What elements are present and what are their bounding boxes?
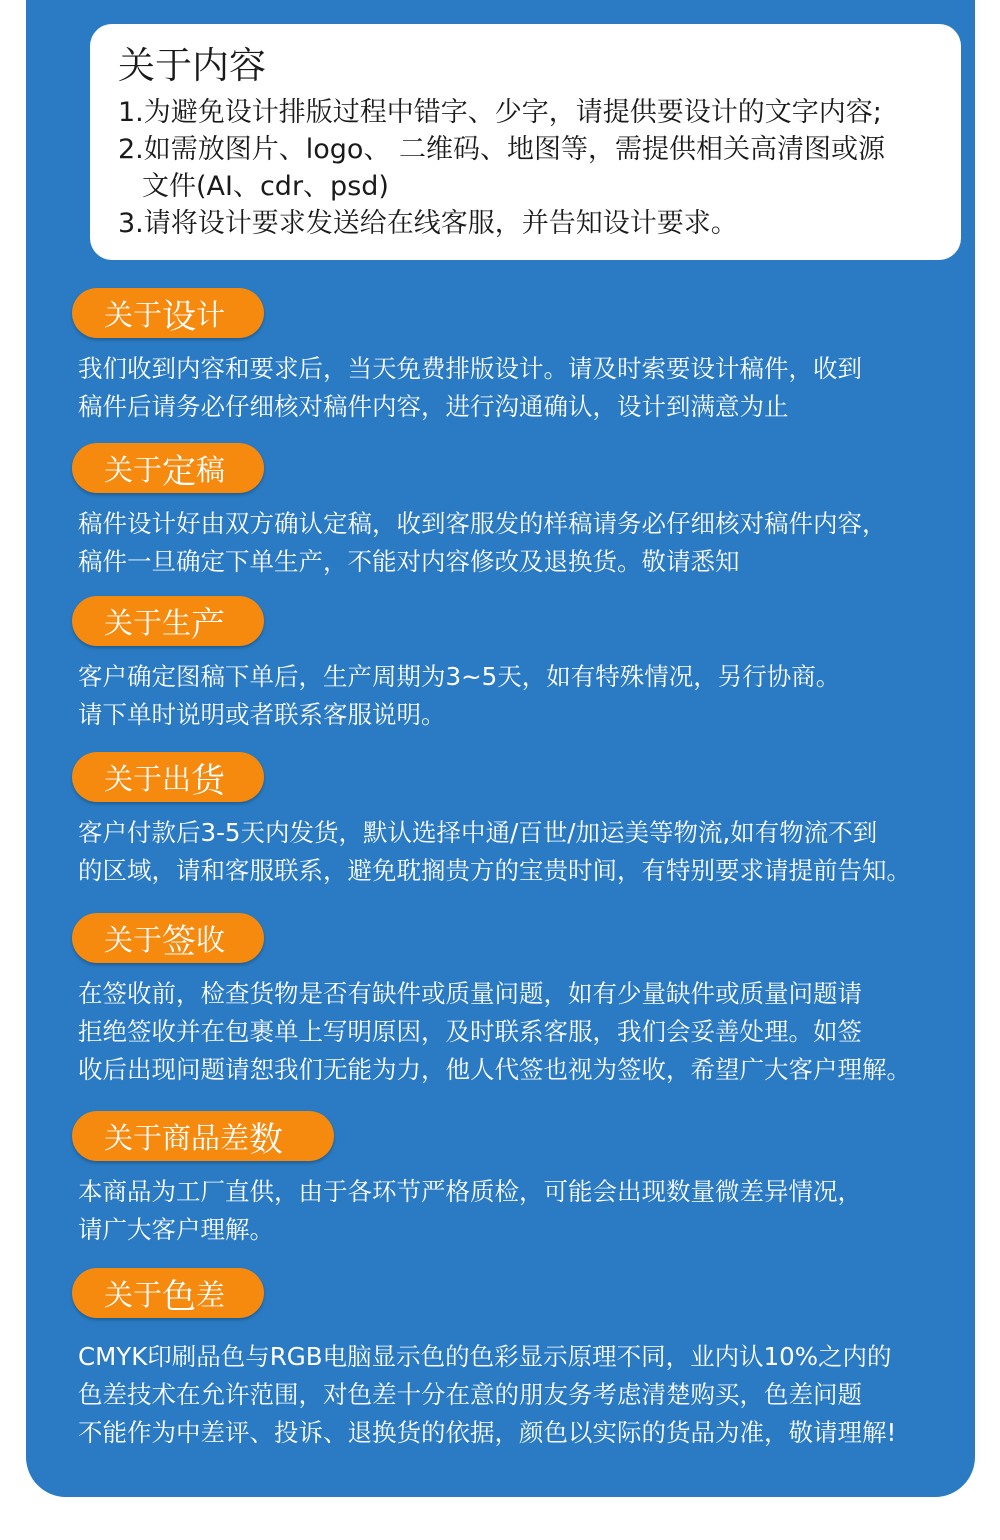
content-line-3: 文件(AI、cdr、psd) <box>142 171 389 202</box>
content-line-2: 2.如需放图片、logo、 二维码、地图等，需提供相关高清图或源 <box>118 134 886 165</box>
section-body-production <box>78 658 840 734</box>
tag-emphasis: 色 <box>162 1276 197 1317</box>
tag-prefix: 关于商品差 <box>104 1120 250 1155</box>
section-body-shipping <box>78 814 911 890</box>
section-body-quantity-difference <box>78 1173 862 1249</box>
body-line: 我们收到内容和要求后，当天免费排版设计。请及时索要设计稿件，收到 <box>78 354 862 383</box>
body-line: CMYK印刷品色与RGB电脑显示色的色彩显示原理不同，业内认10%之内的 <box>78 1342 892 1371</box>
tag-emphasis: 定 <box>162 451 197 492</box>
tag-suffix: 计 <box>196 297 226 332</box>
tag-emphasis: 产 <box>191 604 226 645</box>
body-line: 客户确定图稿下单后，生产周期为3~5天，如有特殊情况，另行协商。 <box>78 662 841 691</box>
body-line: 稿件一旦确定下单生产，不能对内容修改及退换货。敬请悉知 <box>78 547 740 576</box>
tag-emphasis: 数 <box>249 1119 284 1160</box>
body-line: 的区域，请和客服联系，避免耽搁贵方的宝贵时间，有特别要求请提前告知。 <box>78 856 911 885</box>
section-tag-quantity-difference <box>72 1111 334 1161</box>
section-tag-final-draft <box>72 443 264 493</box>
section-tag-production <box>72 596 264 646</box>
body-line: 在签收前，检查货物是否有缺件或质量问题，如有少量缺件或质量问题请 <box>78 979 862 1008</box>
tag-prefix: 关于 <box>104 1277 163 1312</box>
body-line: 稿件后请务必仔细核对稿件内容，进行沟通确认，设计到满意为止 <box>78 392 789 421</box>
body-line: 请下单时说明或者联系客服说明。 <box>78 700 446 729</box>
tag-prefix: 关于出 <box>104 761 192 796</box>
body-line: 客户付款后3-5天内发货，默认选择中通/百世/加运美等物流,如有物流不到 <box>78 818 878 847</box>
body-line: 拒绝签收并在包裹单上写明原因，及时联系客服，我们会妥善处理。如签 <box>78 1017 862 1046</box>
section-body-design <box>78 350 862 426</box>
tag-prefix: 关于生 <box>104 605 192 640</box>
content-line-4: 3.请将设计要求发送给在线客服，并告知设计要求。 <box>118 208 738 239</box>
body-line: 请广大客户理解。 <box>78 1215 274 1244</box>
tag-emphasis: 签 <box>162 921 197 962</box>
content-requirements-card <box>90 24 961 260</box>
tag-suffix: 稿 <box>196 452 226 487</box>
tag-prefix: 关于 <box>104 452 163 487</box>
tag-suffix: 差 <box>196 1277 226 1312</box>
section-body-receipt <box>78 975 911 1089</box>
tag-suffix: 收 <box>196 922 226 957</box>
body-line: 收后出现问题请恕我们无能为力，他人代签也视为签收，希望广大客户理解。 <box>78 1055 911 1084</box>
section-tag-design <box>72 288 264 338</box>
section-body-final-draft <box>78 505 887 581</box>
tag-emphasis: 设 <box>162 296 197 337</box>
section-tag-receipt <box>72 913 264 963</box>
body-line: 稿件设计好由双方确认定稿，收到客服发的样稿请务必仔细核对稿件内容， <box>78 509 887 538</box>
content-line-1: 1.为避免设计排版过程中错字、少字，请提供要设计的文字内容; <box>118 97 882 128</box>
section-tag-shipping <box>72 752 264 802</box>
section-tag-color-difference <box>72 1268 264 1318</box>
tag-emphasis: 货 <box>191 760 226 801</box>
body-line: 本商品为工厂直供，由于各环节严格质检，可能会出现数量微差异情况， <box>78 1177 862 1206</box>
content-title: 关于内容 <box>118 44 266 87</box>
section-body-color-difference <box>78 1338 896 1452</box>
tag-prefix: 关于 <box>104 922 163 957</box>
body-line: 色差技术在允许范围，对色差十分在意的朋友务考虑清楚购买，色差问题 <box>78 1380 862 1409</box>
body-line: 不能作为中差评、投诉、退换货的依据，颜色以实际的货品为准，敬请理解! <box>78 1418 897 1447</box>
tag-prefix: 关于 <box>104 297 163 332</box>
